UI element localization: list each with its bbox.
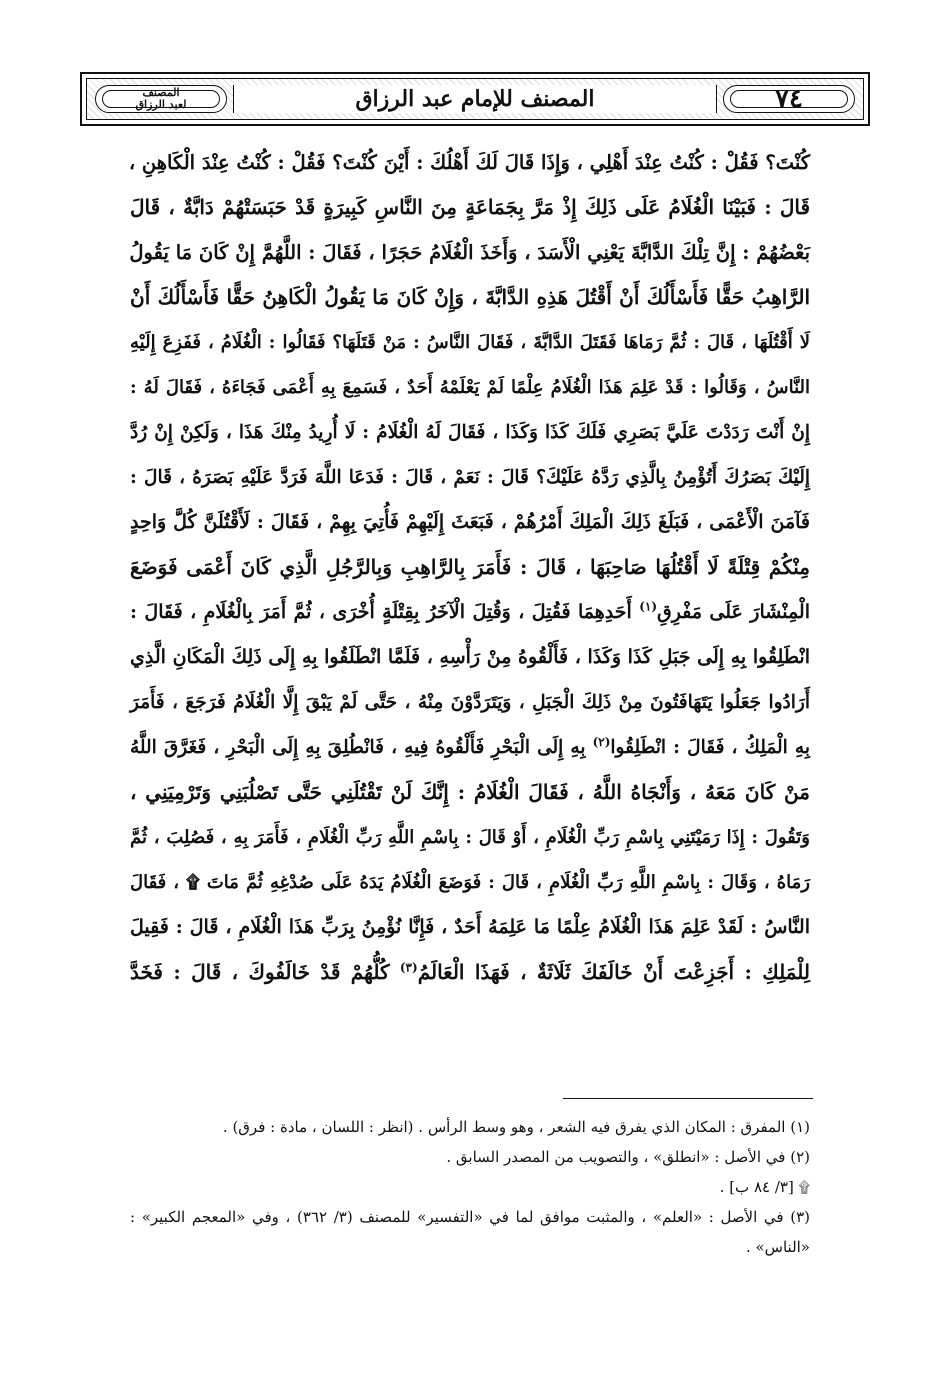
text-line: انْطَلِقُوا بِهِ إِلَى جَبَلِ كَذَا وَكَذَا ، فَأَلْقُوهُ مِنْ رَأْسِهِ ، فَلَمَّا انْطَلَقُوا بِهِ إِلَى ذَلِكَ الْمَكَانِ الَّذِي: [130, 646, 810, 668]
page-number: ٧٤: [775, 84, 803, 114]
line-segment: رَمَاهُ ، وَقَالَ : بِاسْمِ اللَّهِ رَبِّ الْغُلَامِ ، قَالَ : فَوَضَعَ الْغُلَامُ يَدَهُ عَلَى صُدْغِهِ ثُمَّ مَاتَ: [206, 872, 810, 893]
footnote-1: (١) المفرق : المكان الذي يفرق فيه الشعر ، وهو وسط الرأس . (انظر : اللسان ، مادة : فرق) .: [222, 1118, 810, 1136]
text-line: [130, 590, 810, 635]
footnote-marker-1[interactable]: (١): [639, 599, 658, 614]
text-line: بَعْضُهُمْ : إِنَّ تِلْكَ الدَّابَّةَ يَعْنِي الْأَسَدَ ، وَأَخَذَ الْغُلَامُ حَجَرًا ، فَقَالَ : اللَّهُمَّ إِنْ كَانَ مَا يَقُولُ: [129, 241, 810, 264]
text-line: إِلَيْكَ بَصَرُكَ أَتُؤْمِنُ بِالَّذِي رَدَّهُ عَلَيْكَ؟ قَالَ : نَعَمْ ، قَالَ : فَدَعَا اللَّهَ فَرَدَّ عَلَيْهِ بَصَرَهُ ، قَالَ :: [130, 467, 810, 488]
text-line: قَالَ : فَبَيْنَا الْغُلَامُ عَلَى ذَلِكَ إِذْ مَرَّ بِجَمَاعَةٍ مِنَ النَّاسِ كَبِيرَةٍ قَدْ حَبَسَتْهُمْ دَابَّةٌ ، قَالَ: [130, 195, 810, 219]
folio-note: ۩ [٣/ ٨٤ ب] .: [719, 1178, 810, 1196]
footnote-3: (٣) في الأصل : «العلم» ، والمثبت موافق لما في «التفسير» للمصنف (٣/ ٣٦٢) ، وفي «المعجم الكبير» :: [130, 1208, 811, 1226]
page-header: [80, 72, 870, 126]
running-title: المصنف للإمام عبد الرزاق: [355, 86, 595, 112]
line-segment: الْمِنْشَارَ عَلَى مَفْرِقِ: [657, 601, 810, 623]
main-text: [130, 140, 810, 995]
text-line: فَآمَنَ الْأَعْمَى ، فَبَلَغَ ذَلِكَ الْمَلِكَ أَمْرُهُمْ ، فَبَعَثَ إِلَيْهِمْ فَأُتِيَ بِهِمْ ، فَقَالَ : لَأَقْتُلَنَّ كُلَّ وَاحِدٍ: [130, 511, 810, 533]
text-line: النَّاسُ ، وَقَالُوا : قَدْ عَلِمَ هَذَا الْغُلَامُ عِلْمًا لَمْ يَعْلَمْهُ أَحَدٌ ، فَسَمِعَ بِهِ أَعْمَى فَجَاءَهُ ، فَقَالَ لَهُ :: [130, 377, 810, 398]
text-line: الرَّاهِبُ حَقًّا فَأَسْأَلُكَ أَنْ أَقْتُلَ هَذِهِ الدَّابَّةَ ، وَإِنْ كَانَ مَا يَقُولُ الْكَاهِنُ حَقًّا فَأَسْأَلُكَ أَنْ: [130, 285, 810, 309]
footnote-marker-2[interactable]: (٢): [592, 734, 611, 749]
footnote-2: (٢) في الأصل : «انطلق» ، والتصويب من المصدر السابق .: [446, 1148, 810, 1166]
text-line: [130, 725, 810, 770]
footnote-marker-3[interactable]: (٣): [399, 960, 418, 975]
text-line: أَرَادُوا جَعَلُوا يَتَهَافَتُونَ مِنْ ذَلِكَ الْجَبَلِ ، وَيَتَرَدَّوْنَ مِنْهُ ، حَتَّى لَمْ يَبْقَ إِلَّا الْغُلَامُ فَرَجَعَ ، فَأَمَرَ: [130, 692, 810, 713]
line-segment: بِهِ إِلَى الْبَحْرِ فَأَلْقُوهُ فِيهِ ، فَانْطُلِقَ بِهِ إِلَى الْبَحْرِ ، فَغَرَّقَ اللَّهُ: [130, 737, 586, 758]
book-seal-medallion: [95, 85, 227, 113]
text-line: كُنْتَ؟ فَقُلْ : كُنْتُ عِنْدَ أَهْلِي ، وَإِذَا قَالَ لَكَ أَهْلُكَ : أَيْنَ كُنْتَ؟ فَقُلْ : كُنْتُ عِنْدَ الْكَاهِنِ ،: [128, 151, 810, 174]
footnote-separator: [563, 1098, 813, 1099]
text-line: لَا أَقْتُلَهَا ، قَالَ : ثُمَّ رَمَاهَا فَقَتَلَ الدَّابَّةَ ، فَقَالَ النَّاسُ : مَنْ قَتَلَهَا؟ فَقَالُوا : الْغُلَامُ ، فَفَزِعَ إِلَيْهِ: [130, 332, 810, 353]
text-line: إِنْ أَنْتَ رَدَدْتَ عَلَيَّ بَصَرِي فَلَكَ كَذَا وَكَذَا ، فَقَالَ لَهُ الْغُلَامُ : لَا أُرِيدُ مِنْكَ هَذَا ، وَلَكِنْ إِنْ رُدَّ: [130, 422, 810, 443]
text-line: [130, 860, 810, 905]
line-segment: لِلْمَلِكِ : أَجَزِعْتَ أَنْ خَالَفَكَ ثَلَاثَةٌ ، فَهَذَا الْعَالَمُ: [417, 960, 811, 984]
header-ornament-frame: [86, 78, 864, 120]
line-segment: أَحَدِهِمَا فَقُتِلَ ، وَقُتِلَ الْآخَرُ بِقِتْلَةٍ أُخْرَى ، ثُمَّ أَمَرَ بِالْغُلَامِ ، فَقَالَ :: [130, 601, 632, 623]
line-segment: ، فَقَالَ: [130, 872, 180, 893]
title-band: [233, 85, 717, 113]
seal-line-1: المصنف: [142, 86, 180, 99]
folio-marker: ۩: [186, 872, 200, 893]
text-line: مَنْ كَانَ مَعَهُ ، وَأَنْجَاهُ اللَّهُ ، فَقَالَ الْغُلَامُ : إِنَّكَ لَنْ تَقْتُلَنِي حَتَّى تَصْلُبَنِي وَتَرْمِيَنِي ،: [130, 780, 810, 804]
text-line: [130, 950, 810, 995]
text-line: وَتَقُولَ : إِذَا رَمَيْتَنِي بِاسْمِ رَبِّ الْغُلَامِ ، أَوْ قَالَ : بِاسْمِ اللَّهِ رَبِّ الْغُلَامِ ، فَأَمَرَ بِهِ ، فَصُلِبَ ، ثُمَّ: [130, 827, 810, 848]
footnote-3-continued: «الناس» .: [745, 1238, 810, 1256]
text-line: النَّاسُ : لَقَدْ عَلِمَ هَذَا الْغُلَامُ عِلْمًا مَا عَلِمَهُ أَحَدٌ ، فَإِنَّا نُؤْمِنُ بِرَبِّ هَذَا الْغُلَامِ ، قَالَ : فَقِيلَ: [130, 916, 810, 938]
line-segment: كُلُّهُمْ قَدْ خَالَفُوكَ ، قَالَ : فَخَدَّ: [130, 960, 390, 984]
seal-line-2: لعبد الرزاق: [135, 98, 187, 111]
footnotes: [130, 1112, 810, 1262]
book-seal: [136, 87, 187, 111]
line-segment: بِهِ الْمَلِكُ ، فَقَالَ : انْطَلِقُوا: [610, 737, 810, 758]
text-line: مِنْكُمْ قِتْلَةً لَا أَقْتُلُهَا صَاحِبَهَا ، قَالَ : فَأَمَرَ بِالرَّاهِبِ وَبِالرَّجُلِ الَّذِي كَانَ أَعْمَى فَوَضَعَ: [130, 555, 810, 579]
page-number-medallion: [723, 85, 855, 113]
